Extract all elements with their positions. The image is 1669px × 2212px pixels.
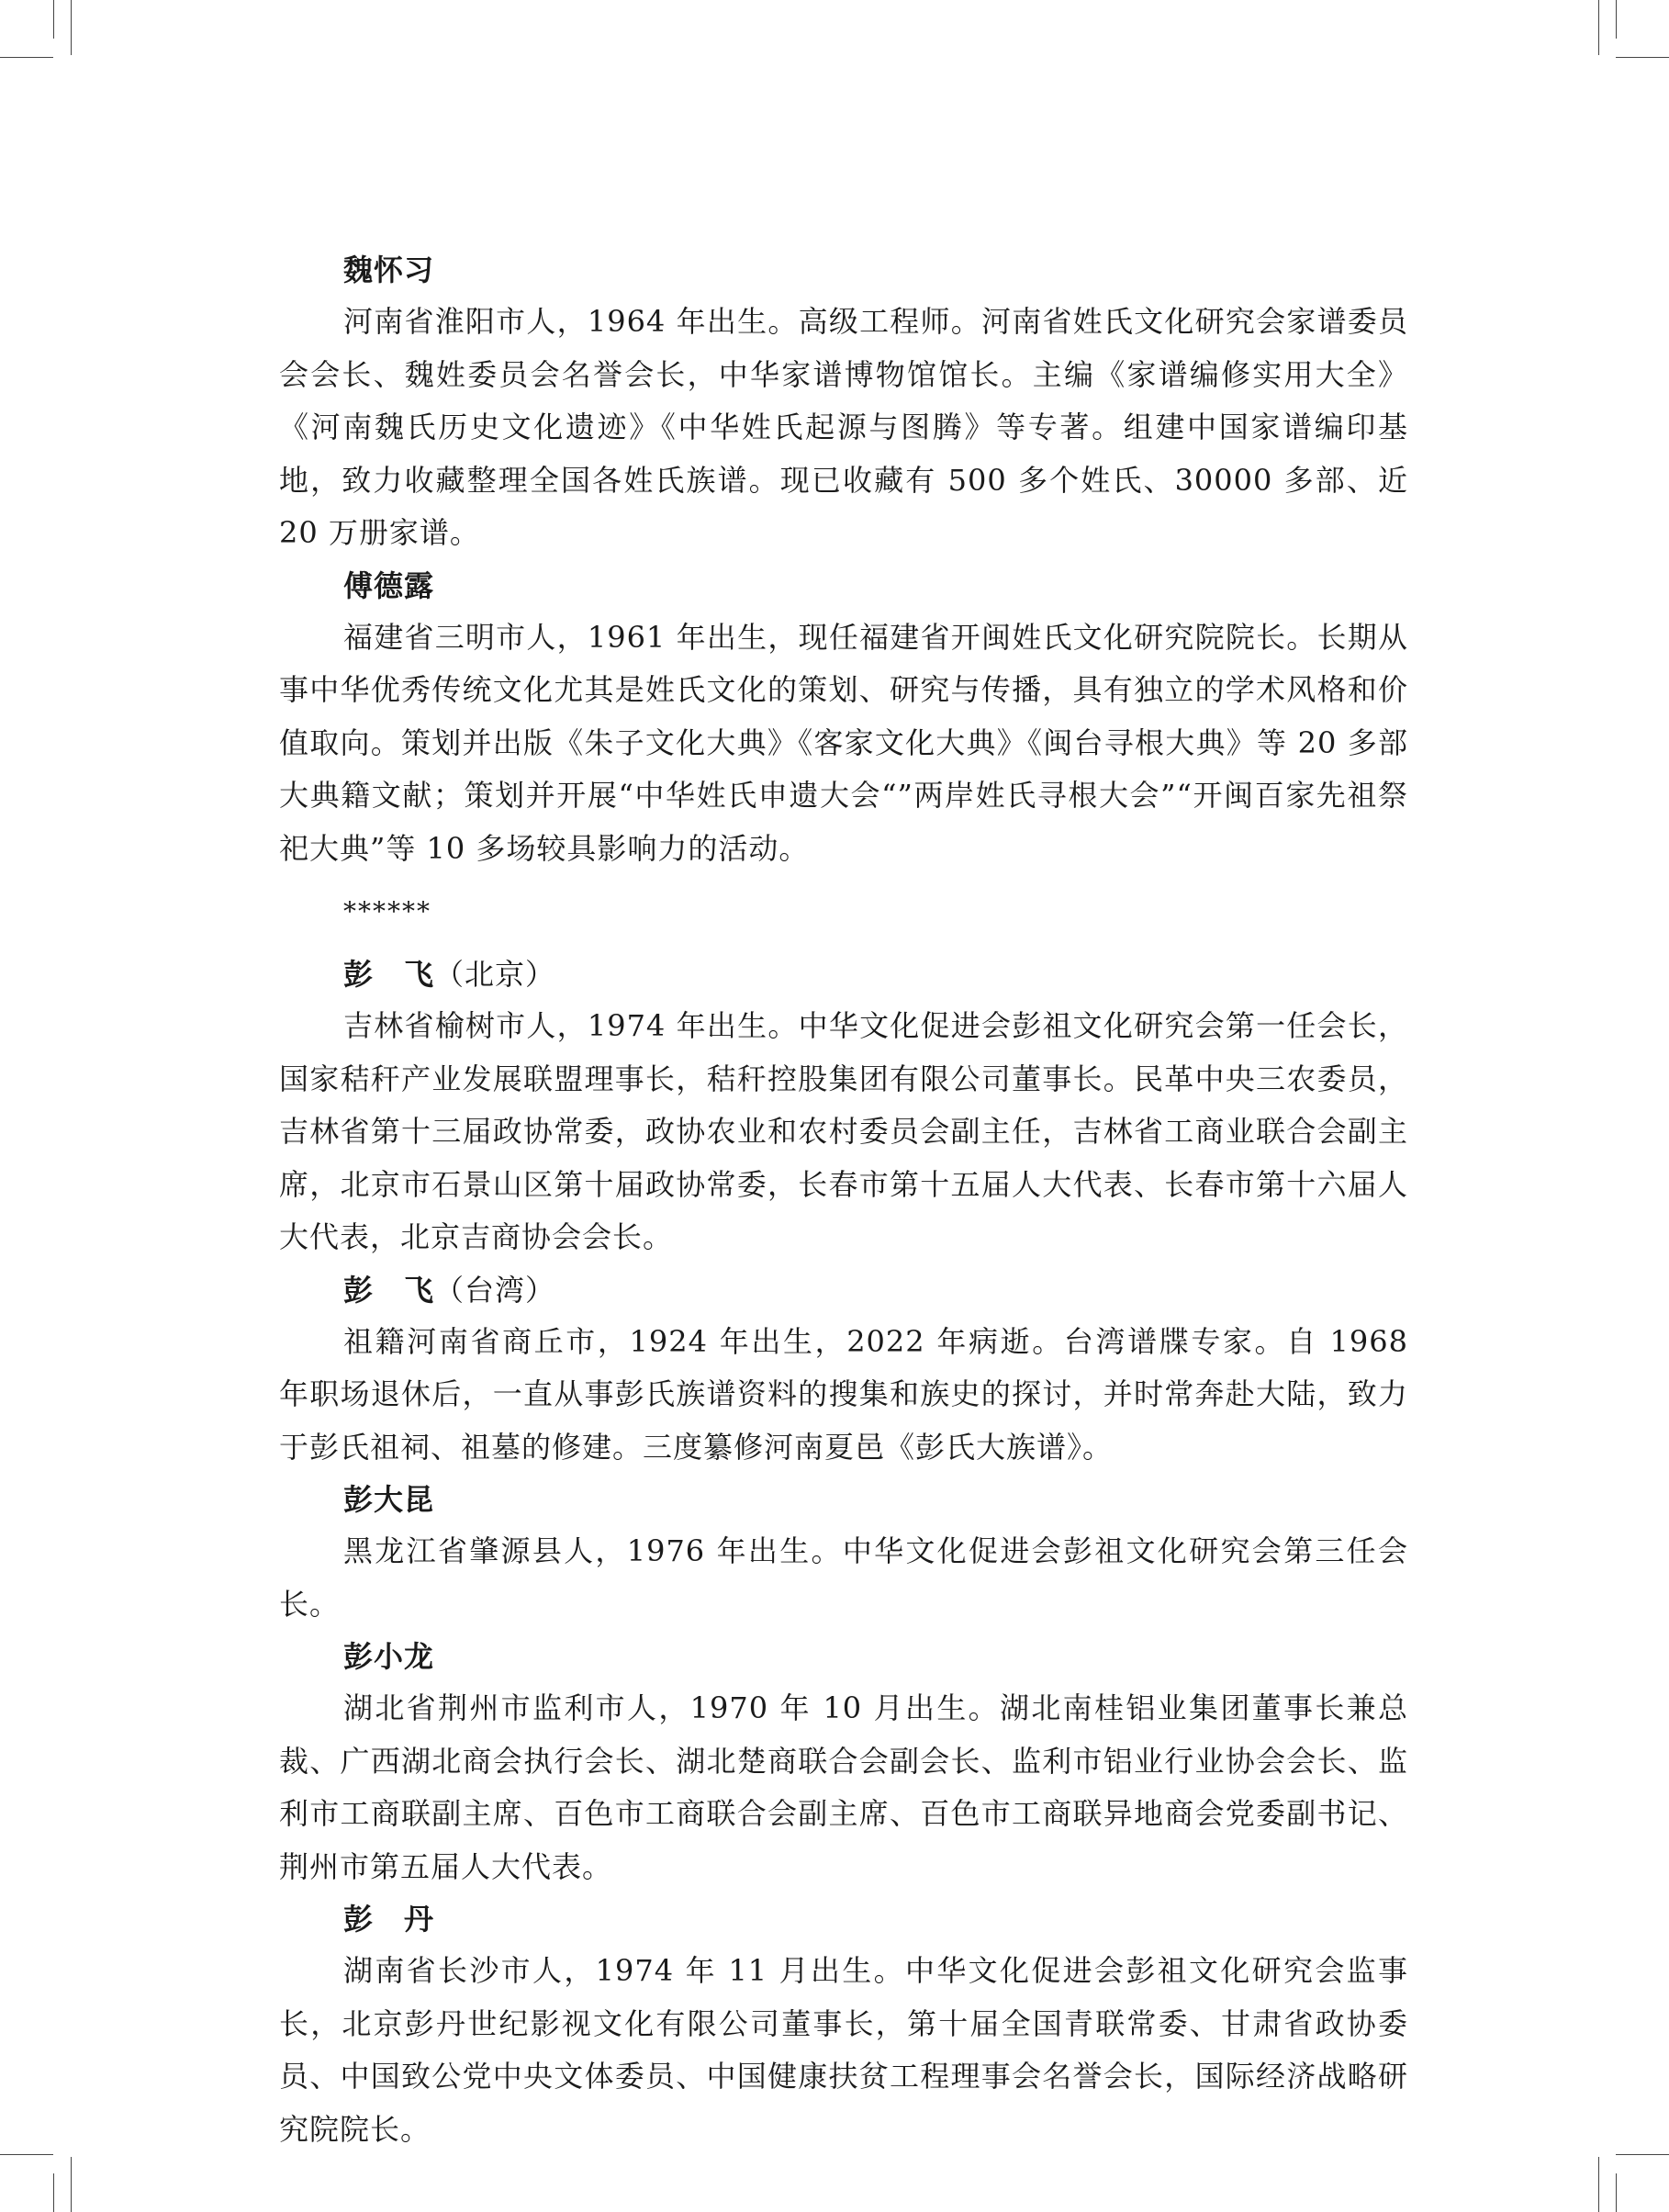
crop-mark (1598, 2157, 1599, 2212)
crop-mark (53, 0, 54, 39)
entry-name: 彭 飞（北京） (343, 957, 556, 992)
entry-name: 彭大昆 (343, 1482, 435, 1517)
entry (279, 950, 1408, 1264)
entry-bio: 福建省三明市人，1961 年出生，现任福建省开闽姓氏文化研究院院长。长期从事中华优秀传统文化尤其是姓氏文化的策划、研究与传播，具有独立的学术风格和价值取向。策划并出版《朱子文化大典》《客家文化大典》《闽台寻根大典》等 20 多部大典籍文献；策划并开展“中华姓氏申遗大会“”两岸姓氏寻根大会”“开闽百家先祖祭祀大典”等 10 多场较具影响力的活动。 (279, 619, 1408, 866)
entry (279, 246, 1408, 560)
crop-mark (0, 57, 53, 58)
entry (279, 1476, 1408, 1631)
entry (279, 562, 1408, 876)
crop-mark (1598, 0, 1599, 55)
entry-bio: 河南省淮阳市人，1964 年出生。高级工程师。河南省姓氏文化研究会家谱委员会会长、魏姓委员会名誉会长，中华家谱博物馆馆长。主编《家谱编修实用大全》《河南魏氏历史文化遗迹》《中华姓氏起源与图腾》等专著。组建中国家谱编印基地，致力收藏整理全国各姓氏族谱。现已收藏有 500 多个姓氏、30000 多部、近 20 万册家谱。 (279, 304, 1408, 550)
section-separator: ****** (343, 896, 431, 926)
entry-name: 彭 丹 (343, 1902, 435, 1937)
entry (279, 1895, 1408, 2156)
crop-mark (1616, 2154, 1669, 2155)
page-content (279, 246, 1439, 2158)
entry-bio: 祖籍河南省商丘市，1924 年出生，2022 年病逝。台湾谱牒专家。自 1968 年职场退休后，一直从事彭氏族谱资料的搜集和族史的探讨，并时常奔赴大陆，致力于彭氏祖祠、祖墓的修建。三度纂修河南夏邑《彭氏大族谱》。 (279, 1323, 1439, 1465)
entry-name: 傅德露 (343, 567, 435, 603)
crop-mark (1616, 0, 1617, 39)
entry (279, 1266, 1439, 1475)
crop-mark (71, 2157, 72, 2212)
crop-mark (1616, 2173, 1617, 2212)
entry-bio: 吉林省榆树市人，1974 年出生。中华文化促进会彭祖文化研究会第一任会长，国家秸秆产业发展联盟理事长，秸秆控股集团有限公司董事长。民革中央三农委员，吉林省第十三届政协常委，政协农业和农村委员会副主任，吉林省工商业联合会副主席，北京市石景山区第十届政协常委，长春市第十五届人大代表、长春市第十六届人大代表，北京吉商协会会长。 (279, 1008, 1408, 1254)
entry-name: 彭 飞（台湾） (343, 1272, 556, 1308)
entry-bio: 湖南省长沙市人，1974 年 11 月出生。中华文化促进会彭祖文化研究会监事长，北京彭丹世纪影视文化有限公司董事长，第十届全国青联常委、甘肃省政协委员、中国致公党中央文体委员、中国健康扶贫工程理事会名誉会长，国际经济战略研究院院长。 (279, 1953, 1408, 2147)
crop-mark (53, 2173, 54, 2212)
entry-bio: 黑龙江省肇源县人，1976 年出生。中华文化促进会彭祖文化研究会第三任会长。 (279, 1533, 1408, 1622)
entry-name: 魏怀习 (343, 253, 435, 287)
crop-mark (1616, 57, 1669, 58)
entry (279, 1633, 1408, 1893)
crop-mark (71, 0, 72, 55)
crop-mark (0, 2154, 53, 2155)
entry-bio: 湖北省荆州市监利市人，1970 年 10 月出生。湖北南桂铝业集团董事长兼总裁、广西湖北商会执行会长、湖北楚商联合会副会长、监利市铝业行业协会会长、监利市工商联副主席、百色市工商联合会副主席、百色市工商联异地商会党委副书记、荆州市第五届人大代表。 (279, 1690, 1408, 1884)
entry-name: 彭小龙 (343, 1639, 435, 1674)
